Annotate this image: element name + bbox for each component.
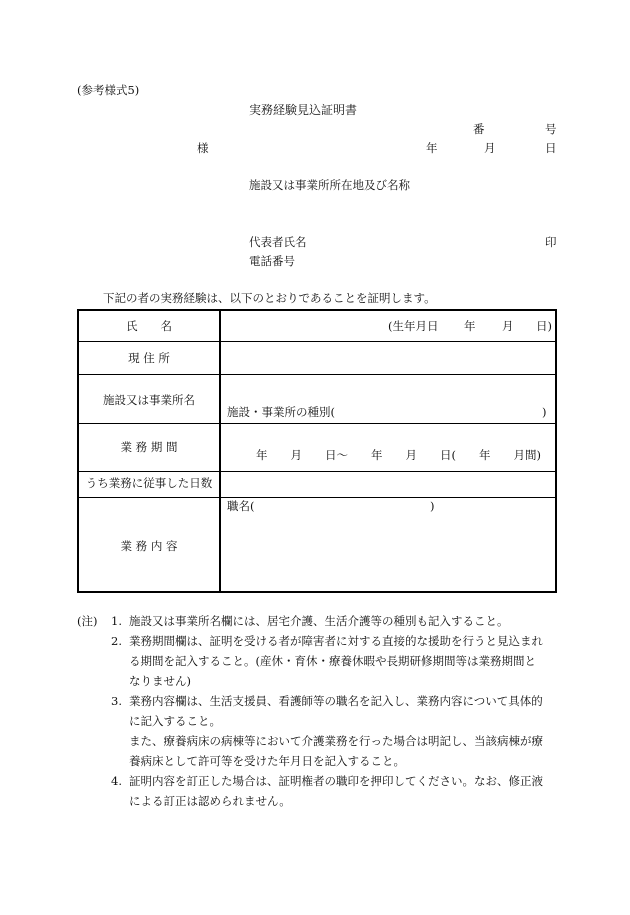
date-day: 日 bbox=[545, 141, 557, 155]
period-label: 業 務 期 間 bbox=[120, 440, 178, 454]
note-line: また、療養病床の病棟等において介護業務を行った場合は明記し、当該病棟が療 bbox=[129, 734, 543, 748]
note-line: による訂正は認められません。 bbox=[129, 794, 291, 808]
number-ban: 番 bbox=[473, 122, 485, 136]
job-title-label: 職名( bbox=[227, 499, 255, 513]
date-year: 年 bbox=[426, 141, 438, 155]
addressee-sama: 様 bbox=[197, 141, 209, 155]
note-number: 4. bbox=[111, 774, 122, 788]
facility-type-close: ) bbox=[542, 405, 547, 419]
job-title-close: ) bbox=[430, 499, 435, 513]
note-line: に記入すること。 bbox=[129, 714, 221, 728]
birth-year: 年 bbox=[464, 319, 476, 333]
issuer-facility-label: 施設又は事業所所在地及び名称 bbox=[249, 178, 410, 192]
duty-content-label: 業 務 内 容 bbox=[120, 539, 178, 553]
table-row-divider bbox=[79, 471, 555, 472]
number-go: 号 bbox=[545, 122, 557, 136]
reference-label: (参考様式5) bbox=[77, 83, 140, 97]
notes-mark: (注) bbox=[77, 614, 98, 628]
facility-type-label: 施設・事業所の種別( bbox=[227, 405, 335, 419]
seal-mark: 印 bbox=[545, 235, 557, 249]
table-row-divider bbox=[79, 497, 555, 498]
notes-section bbox=[77, 611, 567, 811]
note-line: 証明内容を訂正した場合は、証明権者の職印を押印してください。なお、修正液 bbox=[129, 774, 543, 788]
date-month: 月 bbox=[484, 141, 496, 155]
name-label: 氏 名 bbox=[126, 319, 172, 333]
document-title: 実務経験見込証明書 bbox=[249, 103, 358, 117]
note-line: 業務期間欄は、証明を受ける者が障害者に対する直接的な援助を行うと見込まれ bbox=[129, 634, 543, 648]
phone-label: 電話番号 bbox=[249, 254, 295, 268]
period-values: 年 月 日～ 年 月 日( 年 月間) bbox=[256, 448, 541, 462]
note-line: 養病床として許可等を受けた年月日を記入すること。 bbox=[129, 754, 405, 768]
birth-day: 日) bbox=[536, 319, 552, 333]
birthdate-label: (生年月日 bbox=[388, 319, 439, 333]
note-number: 2. bbox=[111, 634, 122, 648]
certification-statement: 下記の者の実務経験は、以下のとおりであることを証明します。 bbox=[103, 291, 436, 305]
table-column-divider bbox=[219, 311, 221, 591]
note-line: なりません) bbox=[129, 674, 191, 688]
facility-name-label: 施設又は事業所名 bbox=[103, 393, 195, 407]
certificate-table bbox=[77, 309, 557, 593]
note-number: 1. bbox=[111, 614, 122, 628]
address-label: 現 住 所 bbox=[128, 351, 170, 365]
note-line: 施設又は事業所名欄には、居宅介護、生活介護等の種別も記入すること。 bbox=[129, 614, 509, 628]
note-line: 業務内容欄は、生活支援員、看護師等の職名を記入し、業務内容について具体的 bbox=[129, 694, 543, 708]
table-row-divider bbox=[79, 341, 555, 342]
representative-label: 代表者氏名 bbox=[249, 235, 307, 249]
table-row-divider bbox=[79, 423, 555, 424]
note-line: る期間を記入すること。(産休・育休・療養休暇や長期研修期間等は業務期間と bbox=[129, 654, 536, 668]
note-number: 3. bbox=[111, 694, 122, 708]
working-days-label: うち業務に従事した日数 bbox=[85, 476, 213, 490]
table-row-divider bbox=[79, 374, 555, 375]
birth-month: 月 bbox=[502, 319, 514, 333]
